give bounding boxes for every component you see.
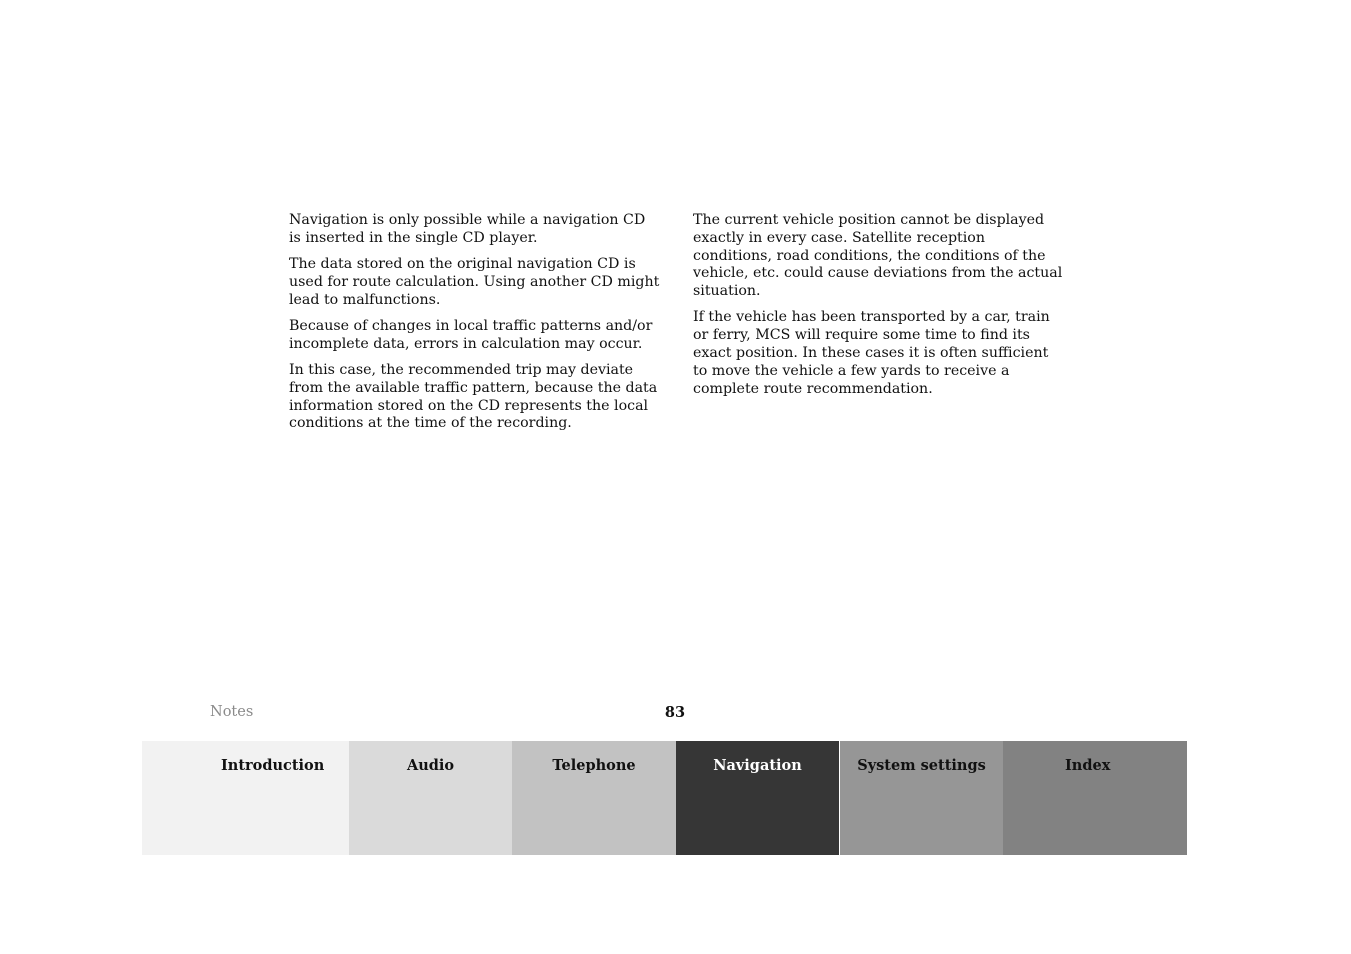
tab-introduction[interactable]: Introduction <box>142 741 349 855</box>
page-number: 83 <box>664 704 686 721</box>
section-label: Notes <box>210 704 254 720</box>
paragraph: If the vehicle has been transported by a car, train or ferry, MCS will require some time to find its exact position. In these cases it is often sufficient to move the vehicle a few yards to receive a complete route recommendation. <box>693 309 1050 397</box>
paragraph: The current vehicle position cannot be displayed exactly in every case. Satellite reception conditions, road conditions, the conditions of the vehicle, etc. could cause deviations from the actual situation. <box>693 212 1063 300</box>
tab-telephone[interactable]: Telephone <box>512 741 676 855</box>
tab-system-settings[interactable]: System settings <box>839 741 1003 855</box>
tab-navigation[interactable]: Navigation <box>676 741 839 855</box>
left-text-column <box>289 212 661 442</box>
chapter-tabs <box>142 741 1187 855</box>
paragraph: In this case, the recommended trip may deviate from the available traffic pattern, because the data information stored on the CD represents the local conditions at the time of the recording. <box>289 362 658 432</box>
paragraph: Because of changes in local traffic patterns and/or incomplete data, errors in calculation may occur. <box>289 317 653 352</box>
tab-audio[interactable]: Audio <box>349 741 512 855</box>
tab-index[interactable]: Index <box>1003 741 1187 855</box>
paragraph: Navigation is only possible while a navigation CD is inserted in the single CD player. <box>289 212 646 246</box>
paragraph: The data stored on the original navigation CD is used for route calculation. Using another CD might lead to malfunctions. <box>289 256 660 308</box>
right-text-column <box>693 212 1065 407</box>
